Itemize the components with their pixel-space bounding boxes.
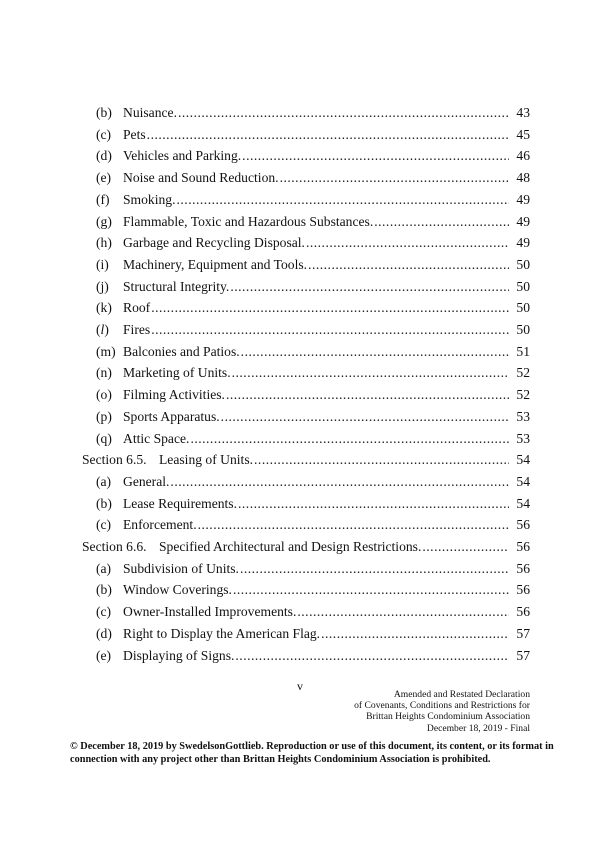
toc-entry-label: (h) bbox=[96, 235, 112, 251]
toc-leader-dots bbox=[232, 364, 509, 382]
toc-entry bbox=[0, 647, 600, 665]
footer-line: of Covenants, Conditions and Restrictions for bbox=[354, 700, 530, 712]
toc-leader-dots bbox=[297, 603, 509, 621]
toc-entry-label: (e) bbox=[96, 647, 112, 663]
toc-entry bbox=[0, 343, 600, 361]
toc-entry-label: (d) bbox=[96, 625, 112, 641]
toc-leader-dots bbox=[241, 343, 509, 361]
toc-entry-label: (a) bbox=[96, 473, 112, 489]
toc-entry-title-line bbox=[123, 147, 510, 165]
toc-entry bbox=[0, 581, 600, 599]
toc-entry-title: Garbage and Recycling Disposal. bbox=[123, 235, 305, 251]
toc-leader-dots bbox=[151, 299, 509, 317]
toc-entry-title: General. bbox=[123, 473, 170, 489]
toc-leader-dots bbox=[254, 451, 509, 469]
toc-entry-page: 56 bbox=[516, 517, 530, 533]
toc-entry-page: 53 bbox=[516, 408, 530, 424]
toc-leader-dots bbox=[422, 538, 509, 556]
toc-entry-title: Window Coverings. bbox=[123, 582, 232, 598]
toc-entry bbox=[0, 234, 600, 252]
toc-entry-label: Section 6.5. bbox=[82, 452, 147, 468]
toc-entry bbox=[0, 169, 600, 187]
toc-entry-label: (j) bbox=[96, 278, 109, 294]
toc-entry-title-line bbox=[123, 495, 510, 513]
toc-leader-dots bbox=[177, 191, 510, 209]
toc-entry-page: 52 bbox=[516, 365, 530, 381]
toc-entry-title-line bbox=[123, 343, 510, 361]
toc-entry-title-line bbox=[123, 560, 510, 578]
toc-entry-page: 49 bbox=[516, 213, 530, 229]
toc-entry bbox=[0, 625, 600, 643]
toc-entry-title: Nuisance. bbox=[123, 105, 177, 120]
toc-entry-title-line bbox=[123, 234, 510, 252]
toc-leader-dots bbox=[321, 625, 509, 643]
toc-entry-title: Fires bbox=[123, 322, 151, 337]
toc-entry-title: Owner-Installed Improvements. bbox=[123, 604, 297, 620]
toc-leader-dots bbox=[233, 581, 509, 599]
toc-entry-page: 57 bbox=[516, 647, 530, 663]
toc-entry bbox=[0, 560, 600, 578]
toc-entry bbox=[0, 191, 600, 209]
toc-entry-title: Subdivision of Units. bbox=[123, 560, 239, 576]
toc-entry-title-line bbox=[123, 191, 510, 209]
toc-leader-dots bbox=[190, 430, 509, 448]
toc-entry-page: 45 bbox=[516, 126, 530, 142]
toc-entry bbox=[0, 364, 600, 382]
toc-entry-page: 56 bbox=[516, 604, 530, 620]
toc-leader-dots bbox=[178, 104, 509, 122]
toc-entry-page: 57 bbox=[516, 625, 530, 641]
toc-leader-dots bbox=[306, 234, 509, 252]
toc-entry-title: Displaying of Signs. bbox=[123, 647, 235, 663]
copyright-line: © December 18, 2019 by SwedelsonGottlieb. Reproduction or use of this document, its content, or its format in bbox=[70, 741, 554, 752]
toc-entry-title-line bbox=[159, 538, 510, 556]
toc-leader-dots bbox=[221, 408, 509, 426]
toc-leader-dots bbox=[151, 321, 509, 339]
toc-entry-title: Noise and Sound Reduction. bbox=[123, 170, 279, 186]
toc-leader-dots bbox=[238, 495, 509, 513]
toc-entry-title: Leasing of Units. bbox=[159, 452, 254, 468]
toc-entry-label: (p) bbox=[96, 408, 112, 424]
toc-entry-title-line bbox=[123, 256, 510, 274]
toc-entry bbox=[0, 299, 600, 317]
toc-entry-label: (b) bbox=[96, 582, 112, 598]
toc-entry-label: (i) bbox=[96, 256, 109, 272]
toc-entry-title-line bbox=[123, 386, 510, 404]
toc-entry-title: Vehicles and Parking. bbox=[123, 148, 242, 164]
toc-entry-page: 53 bbox=[516, 430, 530, 446]
toc-entry-label: (c) bbox=[96, 517, 112, 533]
toc-entry-label: Section 6.6. bbox=[82, 539, 147, 554]
toc-entry bbox=[0, 256, 600, 274]
toc-entry-label: (d) bbox=[96, 148, 112, 164]
toc-entry-title: Enforcement. bbox=[123, 517, 197, 533]
toc-entry bbox=[0, 451, 600, 469]
toc-leader-dots bbox=[198, 516, 509, 534]
toc-entry-title-line bbox=[123, 104, 510, 122]
toc-entry-title: Specified Architectural and Design Restrictions. bbox=[159, 539, 422, 554]
toc-entry bbox=[0, 104, 600, 122]
toc-entry-label: (k) bbox=[96, 300, 112, 316]
toc-entry-page: 54 bbox=[516, 452, 530, 468]
toc-entry-label: (q) bbox=[96, 430, 112, 446]
toc-leader-dots bbox=[230, 278, 509, 296]
toc-entry-page: 50 bbox=[516, 300, 530, 316]
toc-entry-title-line bbox=[159, 451, 510, 469]
toc-entry-page: 50 bbox=[516, 256, 530, 272]
toc-entry-title: Machinery, Equipment and Tools. bbox=[123, 256, 308, 272]
toc-entry bbox=[0, 278, 600, 296]
toc-entry-title: Right to Display the American Flag. bbox=[123, 625, 321, 641]
toc-entry bbox=[0, 473, 600, 491]
toc-leader-dots bbox=[280, 169, 509, 187]
toc-entry-title-line bbox=[123, 516, 510, 534]
document-footer bbox=[354, 689, 530, 734]
toc-entry-page: 51 bbox=[516, 343, 530, 359]
copyright-notice bbox=[70, 741, 554, 766]
toc-leader-dots bbox=[235, 647, 509, 665]
toc-entry bbox=[0, 213, 600, 231]
toc-entry-title-line bbox=[123, 213, 510, 231]
toc-entry-title-line bbox=[123, 408, 510, 426]
toc-leader-dots bbox=[308, 256, 509, 274]
toc-entry-page: 43 bbox=[516, 105, 530, 120]
toc-entry-title-line bbox=[123, 278, 510, 296]
toc-entry bbox=[0, 321, 600, 339]
toc-entry-title: Filming Activities. bbox=[123, 387, 225, 403]
toc-entry-title-line bbox=[123, 603, 510, 621]
toc-entry-page: 56 bbox=[516, 539, 530, 554]
toc-entry-title: Attic Space. bbox=[123, 430, 190, 446]
toc-entry-label: (o) bbox=[96, 387, 112, 403]
footer-line: Brittan Heights Condominium Association bbox=[366, 711, 530, 723]
toc-entry-label: (l) bbox=[96, 322, 109, 337]
toc-entry-title: Pets bbox=[123, 126, 146, 142]
page-number: v bbox=[297, 679, 303, 693]
toc-leader-dots bbox=[242, 147, 509, 165]
toc-entry-label: (f) bbox=[96, 191, 110, 207]
toc-entry-page: 49 bbox=[516, 235, 530, 251]
toc-entry-title: Smoking. bbox=[123, 191, 176, 207]
toc-entry-title-line bbox=[123, 364, 510, 382]
toc-entry-title-line bbox=[123, 169, 510, 187]
toc-entry-title-line bbox=[123, 299, 510, 317]
toc-entry-page: 50 bbox=[516, 278, 530, 294]
toc-entry-title: Flammable, Toxic and Hazardous Substances. bbox=[123, 213, 374, 229]
toc-entry-page: 52 bbox=[516, 387, 530, 403]
toc-entry-label: (n) bbox=[96, 365, 112, 381]
toc-entry-title-line bbox=[123, 473, 510, 491]
toc-entry-title-line bbox=[123, 647, 510, 665]
toc-entry-label: (c) bbox=[96, 604, 112, 620]
toc-entry-title: Sports Apparatus. bbox=[123, 408, 220, 424]
toc-leader-dots bbox=[226, 386, 509, 404]
toc-entry-page: 50 bbox=[516, 322, 530, 337]
copyright-line: connection with any project other than Brittan Heights Condominium Association is prohibited. bbox=[70, 753, 491, 765]
toc-entry-label: (c) bbox=[96, 126, 112, 142]
toc-entry bbox=[0, 516, 600, 534]
toc-entry bbox=[0, 603, 600, 621]
toc-entry-title: Lease Requirements. bbox=[123, 495, 237, 511]
toc-entry-page: 54 bbox=[516, 473, 530, 489]
toc-entry-page: 56 bbox=[516, 560, 530, 576]
toc-entry-page: 49 bbox=[516, 191, 530, 207]
toc-entry-title-line bbox=[123, 581, 510, 599]
toc-entry-title: Balconies and Patios. bbox=[123, 343, 240, 359]
toc-entry bbox=[0, 147, 600, 165]
toc-entry-label: (b) bbox=[96, 105, 112, 120]
footer-line: Amended and Restated Declaration bbox=[393, 689, 530, 700]
toc-entry bbox=[0, 386, 600, 404]
toc-entry bbox=[0, 430, 600, 448]
toc-leader-dots bbox=[240, 560, 509, 578]
toc-entry-title: Structural Integrity. bbox=[123, 278, 230, 294]
toc-leader-dots bbox=[147, 126, 509, 144]
toc-entry bbox=[0, 538, 600, 556]
toc-entry-label: (g) bbox=[96, 213, 112, 229]
toc-leader-dots bbox=[374, 213, 509, 231]
toc-entry-page: 56 bbox=[516, 582, 530, 598]
toc-entry bbox=[0, 126, 600, 144]
footer-line: December 18, 2019 - Final bbox=[426, 722, 530, 734]
toc-entry-title-line bbox=[123, 126, 510, 144]
toc-entry-page: 48 bbox=[516, 170, 530, 186]
toc-entry bbox=[0, 408, 600, 426]
toc-entry-page: 46 bbox=[516, 148, 530, 164]
toc-entry bbox=[0, 495, 600, 513]
toc-entry-label: (e) bbox=[96, 170, 112, 186]
toc-entry-label: (a) bbox=[96, 560, 112, 576]
toc-leader-dots bbox=[170, 473, 509, 491]
toc-entry-page: 54 bbox=[516, 495, 530, 511]
toc-entry-title: Roof bbox=[123, 300, 151, 316]
toc-entry-title-line bbox=[123, 321, 510, 339]
toc-entry-title-line bbox=[123, 430, 510, 448]
toc-entry-label: (m) bbox=[96, 343, 116, 359]
toc-entry-label: (b) bbox=[96, 495, 112, 511]
toc-entry-title: Marketing of Units. bbox=[123, 365, 231, 381]
toc-entry-title-line bbox=[123, 625, 510, 643]
